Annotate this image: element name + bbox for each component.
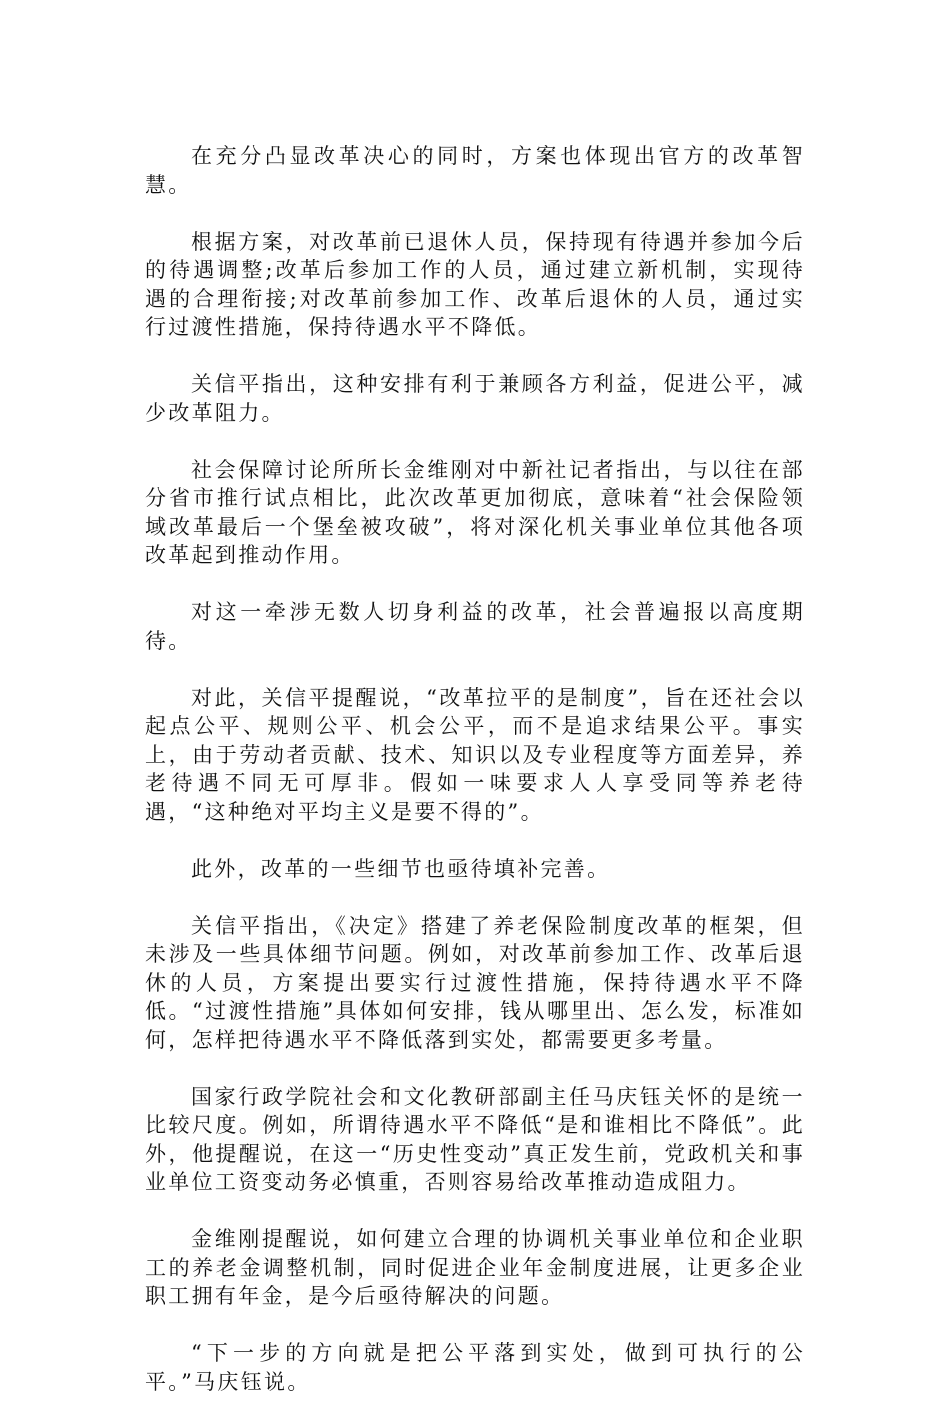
paragraph-10: 金维刚提醒说，如何建立合理的协调机关事业单位和企业职工的养老金调整机制，同时促进企业年金制度进展，让更多企业职工拥有年金，是今后亟待解决的问题。: [145, 1227, 805, 1308]
paragraph-1: 在充分凸显改革决心的同时，方案也体现出官方的改革智慧。: [145, 144, 805, 197]
paragraph-7: 此外，改革的一些细节也亟待填补完善。: [191, 856, 611, 881]
paragraph-3: 关信平指出，这种安排有利于兼顾各方利益，促进公平，减少改革阻力。: [145, 372, 805, 425]
paragraph-2: 根据方案，对改革前已退休人员，保持现有待遇并参加今后的待遇调整;改革后参加工作的人员，通过建立新机制，实现待遇的合理衔接;对改革前参加工作、改革后退休的人员，通过实行过渡性措施，保持待遇水平不降低。: [145, 229, 805, 339]
paragraph-8: 关信平指出，《决定》搭建了养老保险制度改革的框架，但未涉及一些具体细节问题。例如，对改革前参加工作、改革后退休的人员，方案提出要实行过渡性措施，保持待遇水平不降低。“过渡性措施”具体如何安排，钱从哪里出、怎么发，标准如何，怎样把待遇水平不降低落到实处，都需要更多考量。: [145, 913, 805, 1052]
paragraph-11: “下一步的方向就是把公平落到实处，做到可执行的公平。”马庆钰说。: [145, 1341, 805, 1394]
paragraph-9: 国家行政学院社会和文化教研部副主任马庆钰关怀的是统一比较尺度。例如，所谓待遇水平不降低“是和谁相比不降低”。此外，他提醒说，在这一“历史性变动”真正发生前，党政机关和事业单位工资变动务必慎重，否则容易给改革推动造成阻力。: [145, 1084, 805, 1194]
paragraph-5: 对这一牵涉无数人切身利益的改革，社会普遍报以高度期待。: [145, 600, 805, 653]
paragraph-4: 社会保障讨论所所长金维刚对中新社记者指出，与以往在部分省市推行试点相比，此次改革更加彻底，意味着“社会保险领域改革最后一个堡垒被攻破”，将对深化机关事业单位其他各项改革起到推动作用。: [145, 457, 805, 567]
paragraph-6: 对此，关信平提醒说，“改革拉平的是制度”，旨在还社会以起点公平、规则公平、机会公平，而不是追求结果公平。事实上，由于劳动者贡献、技术、知识以及专业程度等方面差异，养老待遇不同无可厚非。假如一味要求人人享受同等养老待遇，“这种绝对平均主义是要不得的”。: [145, 685, 805, 824]
article-body: [145, 142, 805, 1425]
